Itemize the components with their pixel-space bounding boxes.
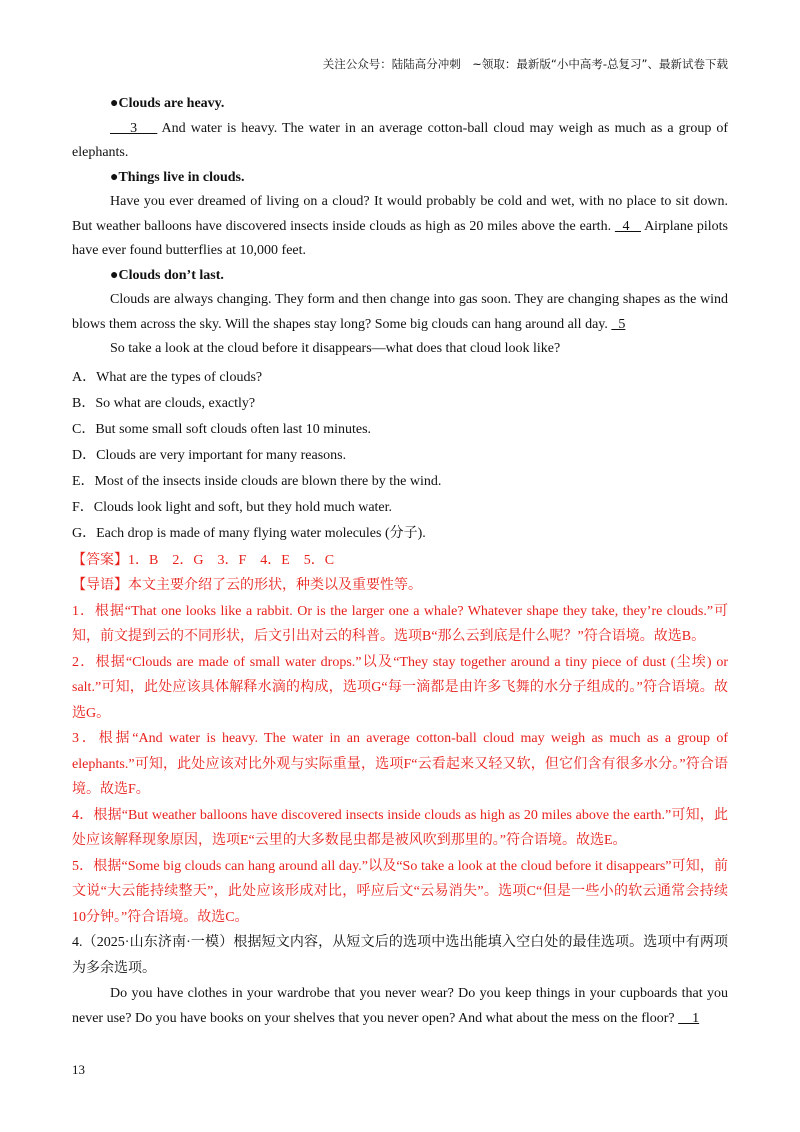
blank-3: 3 [110, 120, 158, 136]
section-heading-heavy: ●Clouds are heavy. [110, 96, 225, 111]
section-heading-live: ●Things live in clouds. [110, 169, 245, 185]
paragraph-heavy [72, 117, 728, 166]
explanation-5: 5．根据“Some big clouds can hang around all day.”以及“So take a look at the cloud before it disappears”可知，前文说“大云能持续整天”，此处应该形成对比，呼应后文“云易消失”。选项C“但是一些小的软云通常会持续10分钟。”符合语境。故选C。 [72, 858, 728, 925]
answer-line: 【答案】1．B 2．G 3．F 4．E 5．C [72, 552, 335, 568]
paragraph-live [72, 190, 728, 264]
explanation-4: 4．根据“But weather balloons have discovered insects inside clouds as high as 20 miles above the earth.”可知，此处应该解释现象原因，选项E“云里的大多数昆虫都是被风吹到那里的。”符合语境。故选E。 [72, 807, 728, 848]
option-c: C．But some small soft clouds often last 10 minutes. [72, 421, 372, 437]
paragraph-text: Clouds are always changing. They form and then change into gas soon. They are changing shapes as the wind blows them across the sky. Will the shapes stay long? Some big clouds can hang around all day. [72, 292, 728, 332]
paragraph-text: And water is heavy. The water in an average cotton-ball cloud may weigh as much as a group of elephants. [72, 120, 729, 160]
answer-section [72, 548, 728, 931]
page-number: 13 [72, 1062, 85, 1077]
paragraph-text: Have you ever dreamed of living on a cloud? It would probably be cold and wet, with no place to sit down. But weather balloons have discovered insects inside clouds as high as 20 miles above the earth. [72, 194, 728, 234]
option-e: E．Most of the insects inside clouds are blown there by the wind. [72, 473, 442, 489]
blank-1: 1 [678, 1011, 700, 1026]
option-b: B．So what are clouds, exactly? [72, 395, 256, 411]
explanation-2: 2．根据“Clouds are made of small water drops.”以及“They stay together around a tiny piece of dust (尘埃) or salt.”可知，此处应该具体解释水滴的构成，选项G“每一滴都是由许多飞舞的水分子组成的。”符合语境。故选G。 [72, 654, 728, 721]
page-content [72, 92, 728, 1031]
page-header: 关注公众号：陆陆高分冲刺 ~领取：最新版“小中高考-总复习”、最新试卷下载 [322, 57, 728, 71]
question-4-paragraph [72, 981, 728, 1031]
option-d: D．Clouds are very important for many reasons. [72, 447, 347, 463]
blank-4: 4 [614, 218, 642, 234]
explanation-1: 1．根据“That one looks like a rabbit. Or is the larger one a whale? Whatever shape they take, they’re clouds.”可知，前文提到云的不同形状，后文引出对云的科普。选项B“那么云到底是什么呢？”符合语境。故选B。 [72, 603, 728, 644]
paragraph-last [72, 288, 728, 337]
option-g: G．Each drop is made of many flying water molecules (分子). [72, 525, 426, 541]
section-heading-last: ●Clouds don’t last. [110, 267, 224, 283]
paragraph-text: Do you have clothes in your wardrobe that you never wear? Do you keep things in your cupboards that you never use? Do you have books on your shelves that you never open? And what about the mess on the floor? [72, 986, 728, 1026]
option-f: F．Clouds look light and soft, but they hold much water. [72, 499, 393, 515]
question-4-stem: 4.（2025·山东济南·一模）根据短文内容，从短文后的选项中选出能填入空白处的最佳选项。选项中有两项为多余选项。 [72, 935, 728, 976]
option-a: A．What are the types of clouds? [72, 369, 263, 385]
guide-line: 【导语】本文主要介绍了云的形状，种类以及重要性等。 [72, 578, 422, 593]
options-list [72, 365, 728, 547]
closing-paragraph: So take a look at the cloud before it disappears—what does that cloud look like? [110, 341, 561, 356]
paragraph-text: Airplane pilots have ever found butterflies at 10,000 feet. [72, 218, 728, 258]
explanation-3: 3．根据“And water is heavy. The water in an average cotton-ball cloud may weigh as much as a group of elephants.”可知，此处应该对比外观与实际重量，选项F“云看起来又轻又软，但它们含有很多水分。”符合语境。故选F。 [72, 731, 728, 797]
blank-5: 5 [611, 316, 626, 332]
